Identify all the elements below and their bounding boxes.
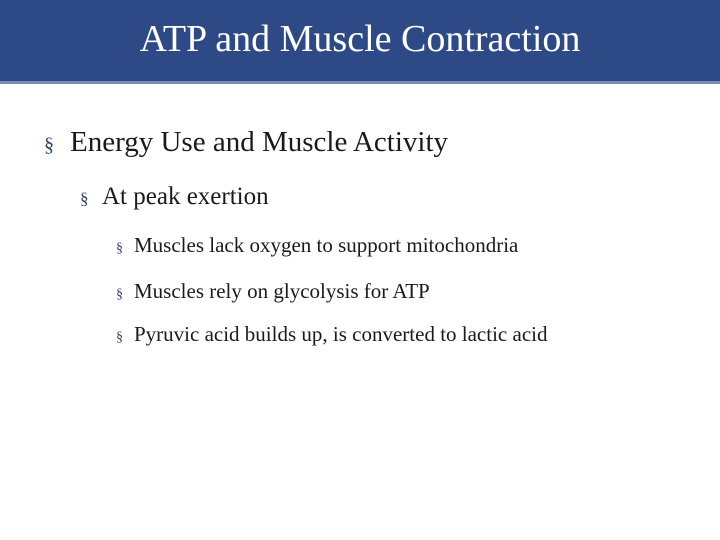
bullet-level3-text: Pyruvic acid builds up, is converted to lactic acid bbox=[134, 322, 548, 346]
bullet-marker-icon: § bbox=[116, 287, 123, 302]
bullet-level2-text: At peak exertion bbox=[102, 183, 269, 210]
bullet-level1 bbox=[44, 126, 448, 159]
bullet-marker-icon: § bbox=[116, 330, 123, 345]
bullet-marker-icon: § bbox=[116, 241, 123, 256]
bullet-marker-icon: § bbox=[44, 134, 54, 156]
bullet-level3-item bbox=[116, 279, 430, 304]
bullet-level3-text: Muscles rely on glycolysis for ATP bbox=[134, 279, 430, 303]
slide-title: ATP and Muscle Contraction bbox=[139, 17, 581, 60]
bullet-level3-item bbox=[116, 322, 547, 347]
bullet-level3-item bbox=[116, 233, 518, 258]
bullet-level3-text: Muscles lack oxygen to support mitochondria bbox=[134, 233, 519, 257]
bullet-level1-text: Energy Use and Muscle Activity bbox=[70, 126, 449, 158]
title-bar bbox=[0, 0, 720, 84]
bullet-marker-icon: § bbox=[80, 189, 89, 208]
bullet-level2 bbox=[80, 183, 269, 211]
